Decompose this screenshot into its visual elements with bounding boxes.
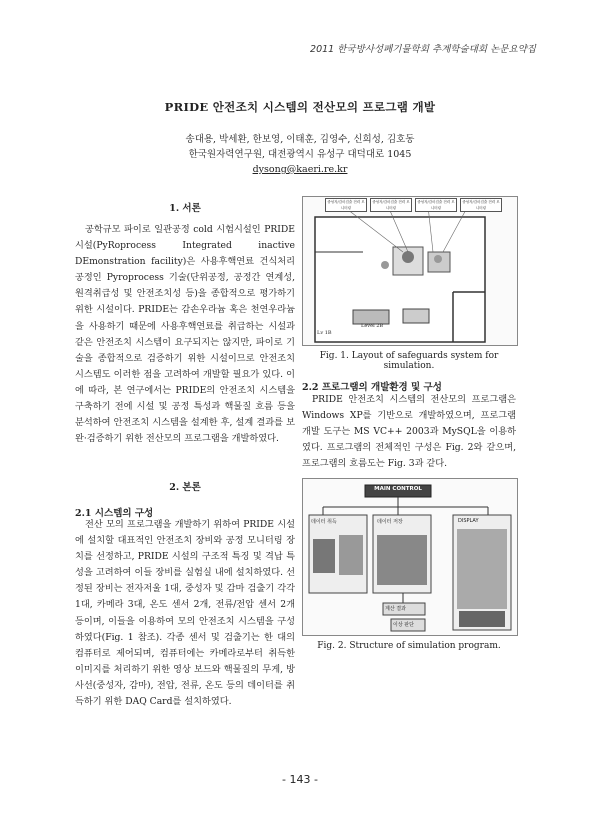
- section-heading-intro: 1. 서론: [169, 203, 201, 214]
- fig2-box-judge: 이상 판단: [393, 622, 414, 628]
- page-number: - 143 -: [282, 773, 318, 786]
- author-block: [0, 132, 600, 177]
- fig2-box-save: 데이터 저장: [377, 519, 403, 525]
- fig1-label-4: 중성자/감마검출 전력 모니터링: [460, 198, 502, 212]
- figure-2-drawing: [303, 479, 517, 635]
- author-list: 송대용, 박세환, 한보영, 이태훈, 김영수, 신희성, 김호동: [185, 134, 415, 145]
- fig2-box-result: 계산 결과: [385, 606, 406, 612]
- figure-2-caption: Fig. 2. Structure of simulation program.: [317, 641, 501, 651]
- fig1-label-1: 중성자/감마검출 전력 모니터링: [325, 198, 367, 212]
- affiliation: 한국원자력연구원, 대전광역시 유성구 대덕대로 1045: [188, 149, 412, 160]
- figure-1-drawing: [303, 197, 517, 345]
- fig2-main-control: MAIN CONTROL: [374, 486, 422, 492]
- subsection-heading-system: 2.1 시스템의 구성: [75, 508, 154, 519]
- journal-header: 2011 한국방사성폐기물학회 추계학술대회 논문요약집: [310, 44, 536, 55]
- intro-paragraph: 공학규모 파이로 일관공정 cold 시험시설인 PRIDE 시설(PyRoprocess Integrated inactive DEmonstration facility)은 사용후핵연료 건식처리 공정인 Pyroprocess 기술(단위공정, 공정간 연계성, 원격취급성 및 안전조치성 등)을 종합적으로 평가하기 위한 시설이다. PRIDE는 감손우라늄 혹은 천연우라늄을 사용하기 때문에 사용후핵연료를 취급하는 시설과 같은 안전조치 시스템이 요구되지는 않지만, 파이로 기술을 종합적으로 검증하기 위한 시설이므로 안전조치 시스템도 이러한 점을 고려하여 개발할 필요가 있다. 이에 따라, 본 연구에서는 PRIDE의 안전조치 시스템을 구축하기 전에 시설 및 공정 특성과 핵물질 흐름 등을 분석하여 안전조치 시스템을 설계한 후, 설계 결과를 보완·검증하기 위한 전산모의 프로그램을 개발하였다.: [75, 224, 295, 445]
- subsection-heading-env: 2.2 프로그램의 개발환경 및 구성: [302, 382, 442, 393]
- fig1-label-3: 중성자/감마검출 전력 모니터링: [415, 198, 457, 212]
- fig2-box-acquire: 데이터 취득: [311, 519, 337, 525]
- fig1-label-2: 중성자/감마검출 전력 모니터링: [370, 198, 412, 212]
- figure-1-layout: [302, 196, 518, 346]
- figure-2-structure: [302, 478, 518, 636]
- fig1-level-label: Level 2B: [361, 323, 384, 329]
- fig1-level-small: Lv 1B: [317, 330, 332, 336]
- fig2-box-display: DISPLAY: [458, 518, 479, 524]
- figure-1-caption: Fig. 1. Layout of safeguards system for simulation.: [319, 351, 499, 371]
- section-heading-body: 2. 본론: [169, 482, 201, 493]
- author-email[interactable]: dysong@kaeri.re.kr: [252, 164, 348, 175]
- system-paragraph: 전산 모의 프로그램을 개발하기 위하여 PRIDE 시설에 설치할 대표적인 안전조치 장비와 공정 모니터링 장치를 선정하고, PRIDE 시설의 구조적 특징 및 격납 특성을 고려하여 이들 장비를 실험실 내에 설치하였다. 선정된 장비는 전자저울 1대, 중성자 및 감마 검출기 각각 1대, 카메라 3대, 온도 센서 2개, 전류/전압 센서 2개 등이며, 이들을 이용하여 모의 안전조치 시스템을 구성하였다(Fig. 1 참조). 각종 센서 및 검출기는 한 대의 컴퓨터로 제어되며, 컴퓨터에는 카메라로부터 취득한 이미지를 처리하기 위한 영상 보드와 핵물질의 무게, 방사선(중성자, 감마), 전압, 전류, 온도 등의 데이터를 취득하기 위한 DAQ Card를 설치하였다.: [75, 519, 295, 708]
- env-paragraph: PRIDE 안전조치 시스템의 전산모의 프로그램은 Windows XP를 기반으로 개발하였으며, 프로그램 개발 도구는 MS VC++ 2003과 MySQL을 이용하였다. 프로그램의 전체적인 구성은 Fig. 2와 같으며, 프로그램의 흐름도는 Fig. 3과 같다.: [302, 394, 516, 470]
- paper-title: PRIDE 안전조치 시스템의 전산모의 프로그램 개발: [164, 100, 436, 114]
